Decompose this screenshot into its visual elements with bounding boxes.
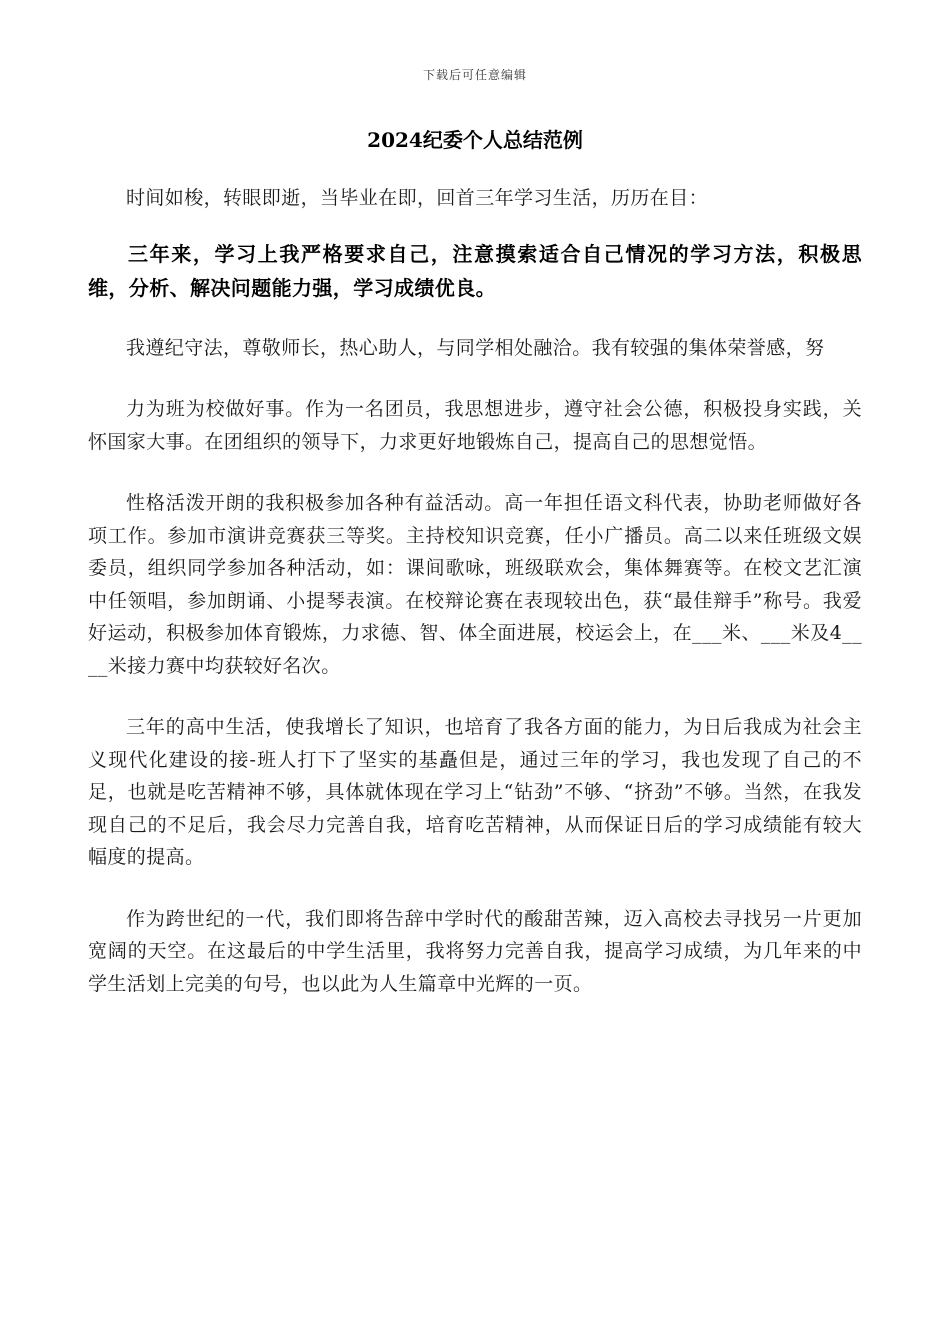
document-body (88, 182, 862, 1000)
paragraph-emphasis: 三年来，学习上我严格要求自己，注意摸索适合自己情况的学习方法，积极思维，分析、解决问题能力强，学习成绩优良。 (88, 241, 862, 300)
paragraph-closing: 作为跨世纪的一代，我们即将告辞中学时代的酸甜苦辣，迈入高校去寻找另一片更加宽阔的天空。在这最后的中学生活里，我将努力完善自我，提高学习成绩，为几年来的中学生活划上完美的句号，也以此为人生篇章中光辉的一页。 (88, 907, 862, 995)
paragraph-intro: 时间如梭，转眼即逝，当毕业在即，回首三年学习生活，历历在目： (126, 187, 709, 209)
paragraph-activities: 性格活泼开朗的我积极参加各种有益活动。高一年担任语文科代表，协助老师做好各项工作。参加市演讲竞赛获三等奖。主持校知识竞赛，任小广播员。高二以来任班级文娱委员，组织同学参加各种活动，如：课间歌咏，班级联欢会，集体舞赛等。在校文艺汇演中任领唱，参加朗诵、小提琴表演。在校辩论赛在表现较出色，获“最佳辩手”称号。我爱好运动，积极参加体育锻炼，力求德、智、体全面进展，校运会上，在___米、___米及4____米接力赛中均获较好名次。 (88, 492, 862, 677)
page-title: 2024纪委个人总结范例 (367, 128, 583, 152)
paragraph-league-member: 力为班为校做好事。作为一名团员，我思想进步，遵守社会公德，积极投身实践，关怀国家大事。在团组织的领导下，力求更好地锻炼自己，提高自己的思想觉悟。 (88, 398, 862, 453)
header-note: 下载后可任意编辑 (422, 68, 527, 82)
paragraph-reflection: 三年的高中生活，使我增长了知识，也培育了我各方面的能力，为日后我成为社会主义现代化建设的接-班人打下了坚实的基矗但是，通过三年的学习，我也发现了自己的不足，也就是吃苦精神不够，具体就体现在学习上“钻劲”不够、“挤劲”不够。当然，在我发现自己的不足后，我会尽力完善自我，培育吃苦精神，从而保证日后的学习成绩能有较大幅度的提高。 (88, 716, 862, 868)
paragraph-discipline: 我遵纪守法，尊敬师长，热心助人，与同学相处融洽。我有较强的集体荣誉感，努 (126, 336, 825, 359)
